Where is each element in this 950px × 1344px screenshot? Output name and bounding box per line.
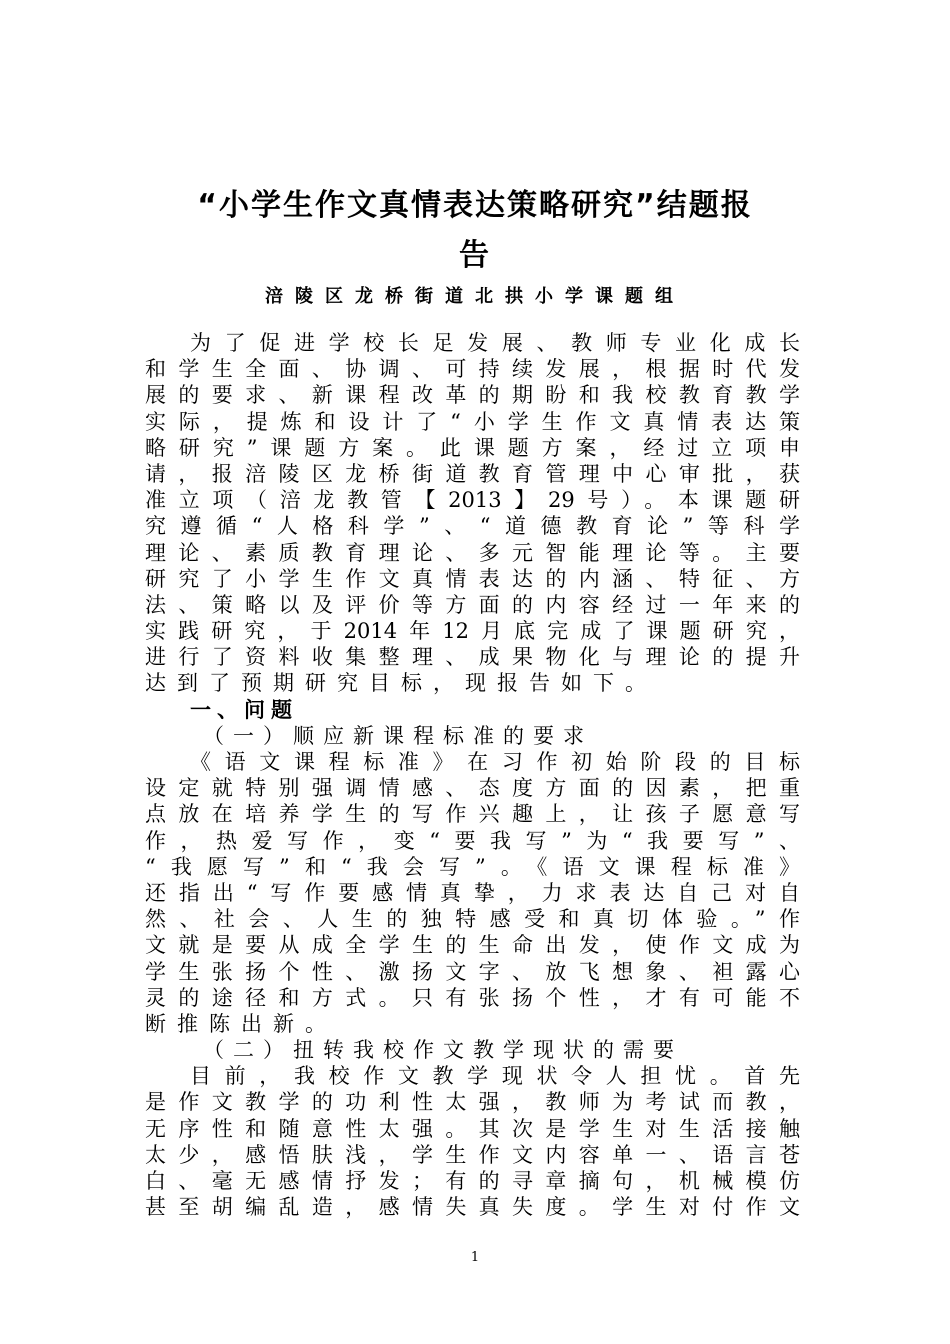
text-line: 无序性和随意性太强。其次是学生对生活接触 <box>145 1116 800 1141</box>
text-line: 进行了资料收集整理、成果物化与理论的提升 <box>145 645 800 670</box>
text-line: 准立项（涪龙教管【2013】29号）。本课题研 <box>145 488 800 513</box>
text-line: 然、社会、人生的独特感受和真切体验。”作 <box>145 907 800 932</box>
section-heading: 一、问题 <box>190 696 298 722</box>
subsection-heading: （二）扭转我校作文教学现状的需要 <box>203 1038 683 1063</box>
text-line: 《语文课程标准》在习作初始阶段的目标 <box>190 750 800 774</box>
document-body <box>145 330 800 1220</box>
text-line: 实践研究，于2014年12月底完成了课题研究， <box>145 619 800 644</box>
text-line: 展的要求、新课程改革的期盼和我校教育教学 <box>145 383 800 408</box>
text-line: 文就是要从成全学生的生命出发，使作文成为 <box>145 933 800 958</box>
subsection-heading: （一）顺应新课程标准的要求 <box>203 723 593 748</box>
text-line: 和学生全面、协调、可持续发展，根据时代发 <box>145 357 800 382</box>
text-line: 达到了预期研究目标，现报告如下。 <box>145 671 657 696</box>
document-title-line2: 告 <box>459 238 491 273</box>
text-line: 白、毫无感情抒发；有的寻章摘句，机械模仿 <box>145 1169 800 1193</box>
text-line: 略研究”课题方案。此课题方案，经过立项申 <box>145 435 800 460</box>
text-line: 实际，提炼和设计了“小学生作文真情表达策 <box>145 409 800 434</box>
text-line: 请，报涪陵区龙桥街道教育管理中心审批，获 <box>145 461 800 486</box>
text-line: 灵的途径和方式。只有张扬个性，才有可能不 <box>145 985 800 1010</box>
text-line: 断推陈出新。 <box>145 1011 337 1036</box>
text-line: 甚至胡编乱造，感情失真失度。学生对付作文 <box>145 1195 800 1220</box>
text-line: 研究了小学生作文真情表达的内涵、特征、方 <box>145 566 800 591</box>
text-line: 法、策略以及评价等方面的内容经过一年来的 <box>145 592 800 617</box>
page-number: 1 <box>470 1250 480 1265</box>
text-line: 还指出“写作要感情真挚，力求表达自己对自 <box>145 880 800 905</box>
text-line: 作，热爱写作，变“要我写”为“我要写”、 <box>145 828 800 853</box>
text-line: “我愿写”和“我会写”。《语文课程标准》 <box>145 854 800 879</box>
text-line: 为了促进学校长足发展、教师专业化成长 <box>190 331 800 355</box>
document-author: 涪陵区龙桥街道北拱小学课题组 <box>265 286 685 307</box>
text-line: 是作文教学的功利性太强，教师为考试而教， <box>145 1090 800 1115</box>
text-line: 学生张扬个性、激扬文字、放飞想象、袒露心 <box>145 959 800 984</box>
document-title-line1: “小学生作文真情表达策略研究”结题报 <box>197 188 753 223</box>
text-line: 究遵循“人格科学”、“道德教育论”等科学 <box>145 514 800 539</box>
text-line: 目前，我校作文教学现状令人担忧。首先 <box>190 1064 800 1089</box>
text-line: 理论、素质教育理论、多元智能理论等。主要 <box>145 540 800 565</box>
text-line: 太少，感悟肤浅，学生作文内容单一、语言苍 <box>145 1142 800 1167</box>
text-line: 点放在培养学生的写作兴趣上，让孩子愿意写 <box>145 802 800 827</box>
text-line: 设定就特别强调情感、态度方面的因素，把重 <box>145 776 800 801</box>
